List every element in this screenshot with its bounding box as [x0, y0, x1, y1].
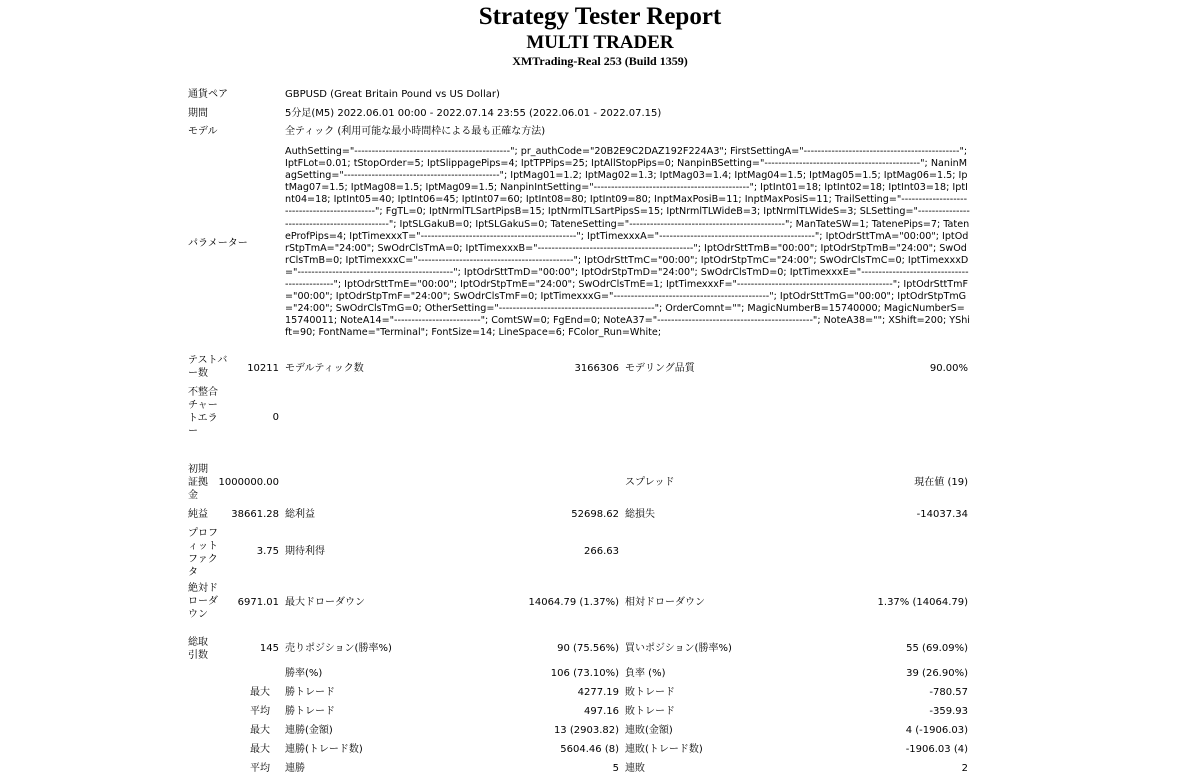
detail-prefix: 平均 — [250, 706, 270, 717]
gross-profit-value: 52698.62 — [571, 509, 619, 520]
detail-prefix: 最大 — [250, 687, 270, 698]
server-build: XMTrading-Real 253 (Build 1359) — [512, 54, 688, 68]
params-label: パラメーター — [188, 238, 248, 249]
detail-largest-win-label: 勝トレード — [285, 687, 335, 698]
detail-avg-loss-value: -359.93 — [929, 706, 968, 717]
max-dd-label: 最大ドローダウン — [285, 597, 365, 608]
ticks-value: 3166306 — [574, 363, 619, 374]
net-value: 38661.28 — [231, 509, 279, 520]
ticks-label: モデルティック数 — [285, 363, 364, 374]
detail-consec-losses-cnt-label: 連敗(トレード数) — [625, 744, 703, 755]
deposit-label: 初期証拠金 — [188, 464, 208, 501]
max-dd-value: 14064.79 (1.37%) — [528, 597, 619, 608]
detail-avg-consec-wins-value: 5 — [612, 763, 619, 774]
abs-dd-value: 6971.01 — [237, 597, 279, 608]
short-value: 90 (75.56%) — [557, 643, 619, 654]
model-value: 全ティック (利用可能な最小時間枠による最も正確な方法) — [285, 126, 546, 137]
detail-prefix: 最大 — [250, 744, 270, 755]
expected-value: 266.63 — [584, 546, 619, 557]
bars-value: 10211 — [247, 363, 279, 374]
period-value: 5分足(M5) 2022.06.01 00:00 - 2022.07.14 23:55 (2022.06.01 - 2022.07.15) — [285, 108, 662, 119]
gross-loss-value: -14037.34 — [916, 509, 968, 520]
long-label: 買いポジション(勝率%) — [625, 643, 732, 654]
detail-avg-consec-wins-label: 連勝 — [285, 763, 305, 774]
detail-avg-win-value: 497.16 — [584, 706, 619, 717]
abs-dd-label: 絶対ドローダウン — [188, 583, 218, 620]
spread-value: 現在値 (19) — [914, 477, 968, 488]
net-label: 純益 — [188, 509, 208, 520]
detail-consec-wins-amt-value: 13 (2903.82) — [553, 725, 619, 736]
quality-value: 90.00% — [929, 363, 968, 374]
short-label: 売りポジション(勝率%) — [285, 643, 392, 654]
pf-value: 3.75 — [256, 546, 279, 557]
detail-loss-value: 39 (26.90%) — [906, 668, 968, 679]
detail-avg-consec-losses-value: 2 — [961, 763, 968, 774]
detail-consec-losses-cnt-value: -1906.03 (4) — [905, 744, 968, 755]
rel-dd-label: 相対ドローダウン — [625, 597, 705, 608]
gross-profit-label: 総利益 — [285, 509, 315, 520]
detail-largest-loss-value: -780.57 — [929, 687, 968, 698]
model-label: モデル — [188, 126, 218, 137]
period-label: 期間 — [188, 108, 208, 119]
detail-consec-losses-amt-value: 4 (-1906.03) — [905, 725, 968, 736]
quality-label: モデリング品質 — [625, 363, 695, 374]
detail-consec-wins-amt-label: 連勝(金額) — [285, 725, 333, 736]
rel-dd-value: 1.37% (14064.79) — [877, 597, 968, 608]
detail-largest-loss-label: 敗トレード — [625, 687, 675, 698]
report-title: Strategy Tester Report — [478, 3, 722, 30]
trades-value: 145 — [259, 643, 279, 654]
detail-avg-win-label: 勝トレード — [285, 706, 335, 717]
detail-avg-consec-losses-label: 連敗 — [625, 763, 645, 774]
deposit-value: 1000000.00 — [218, 477, 279, 488]
detail-prefix: 最大 — [250, 725, 270, 736]
long-value: 55 (69.09%) — [906, 643, 968, 654]
pair-label: 通貨ペア — [188, 89, 228, 100]
bars-label: テストバー数 — [188, 355, 228, 379]
detail-consec-losses-amt-label: 連敗(金額) — [625, 725, 673, 736]
spread-label: スプレッド — [625, 477, 675, 488]
pair-value: GBPUSD (Great Britain Pound vs US Dollar) — [285, 89, 500, 100]
trades-label: 総取引数 — [188, 637, 208, 661]
ea-name: MULTI TRADER — [526, 32, 674, 53]
detail-consec-wins-cnt-label: 連勝(トレード数) — [285, 744, 363, 755]
mismatch-value: 0 — [272, 412, 279, 423]
expected-label: 期待利得 — [285, 546, 325, 557]
detail-prefix: 平均 — [250, 763, 270, 774]
params-value: AuthSetting="---------------------------------------------"; pr_authCode="20B2E9C2DAZ192F224A3"; FirstSettingA="---------------------------------------------"; IptFLot=0.01; tStopOrder=5; IptSlippagePips=4; IptTPPips=25; IptAllStopPips=0; NanpinBSetting="---------------------------------------------"; NaninMagSetting="---------------------------------------------"; IptMag01=1.2; IptMag02=1.3; IptMag03=1.4; IptMag04=1.5; IptMag05=1.5; IptMag06=1.5; IptMag07=1.5; IptMag08=1.5; IptMag09=1.5; NanpinIntSetting="---------------------------------------------"; IptInt01=18; IptInt02=18; IptInt03=18; IptInt04=18; IptInt05=40; IptInt06=45; IptInt07=60; IptInt08=80; IptInt09=80; InptMaxPosiB=11; InptMaxPosiS=11; TrailSetting="---------------------------------------------"; FgTL=0; IptNrmlTLSartPipsB=15; IptNrmlTLSartPipsS=15; IptNrmlTLWideB=3; IptNrmlTLWideS=3; SLSetting="---------------------------------------------"; IptSLGakuB=0; IptSLGakuS=0; TateneSetting="---------------------------------------------"; ManTateSW=1; TatenePips=7; TateneProfPips=4; IptTimexxxT="---------------------------------------------"; IptTimexxxA="---------------------------------------------"; IptOdrSttTmA="00:00"; IptOdrStpTmA="24:00"; SwOdrClsTmA=0; IptTimexxxB="---------------------------------------------"; IptOdrSttTmB="00:00"; IptOdrStpTmB="24:00"; SwOdrClsTmB=0; IptTimexxxC="---------------------------------------------"; IptOdrSttTmC="00:00"; IptOdrStpTmC="24:00"; SwOdrClsTmC=0; IptTimexxxD="---------------------------------------------"; IptOdrSttTmD="00:00"; IptOdrStpTmD="24:00"; SwOdrClsTmD=0; IptTimexxxE="---------------------------------------------"; IptOdrSttTmE="00:00"; IptOdrStpTmE="24:00"; SwOdrClsTmE=1; IptTimexxxF="---------------------------------------------"; IptOdrSttTmF="00:00"; IptOdrStpTmF="24:00"; SwOdrClsTmF=0; IptTimexxxG="---------------------------------------------"; IptOdrSttTmG="00:00"; IptOdrStpTmG="24:00"; SwOdrClsTmG=0; OtherSetting="---------------------------------------------"; OrderComnt=""; MagicNumberB=15740000; MagicNumberS=15740011; NoteA14="-------------------------"; ComtSW=0; FgEnd=0; NoteA37="---------------------------------------------"; NoteA38=""; XShift=200; YShift=90; FontName="Terminal"; FontSize=14; LineSpace=6; FColor_Run=White; — [285, 146, 970, 339]
detail-win-value: 106 (73.10%) — [550, 668, 619, 679]
pf-label: プロフィットファクタ — [188, 528, 218, 578]
detail-loss-label: 負率 (%) — [625, 668, 666, 679]
detail-consec-wins-cnt-value: 5604.46 (8) — [560, 744, 619, 755]
detail-largest-win-value: 4277.19 — [577, 687, 619, 698]
gross-loss-label: 総損失 — [625, 509, 655, 520]
detail-win-label: 勝率(%) — [285, 668, 323, 679]
mismatch-label: 不整合チャートエラー — [188, 387, 218, 437]
detail-avg-loss-label: 敗トレード — [625, 706, 675, 717]
